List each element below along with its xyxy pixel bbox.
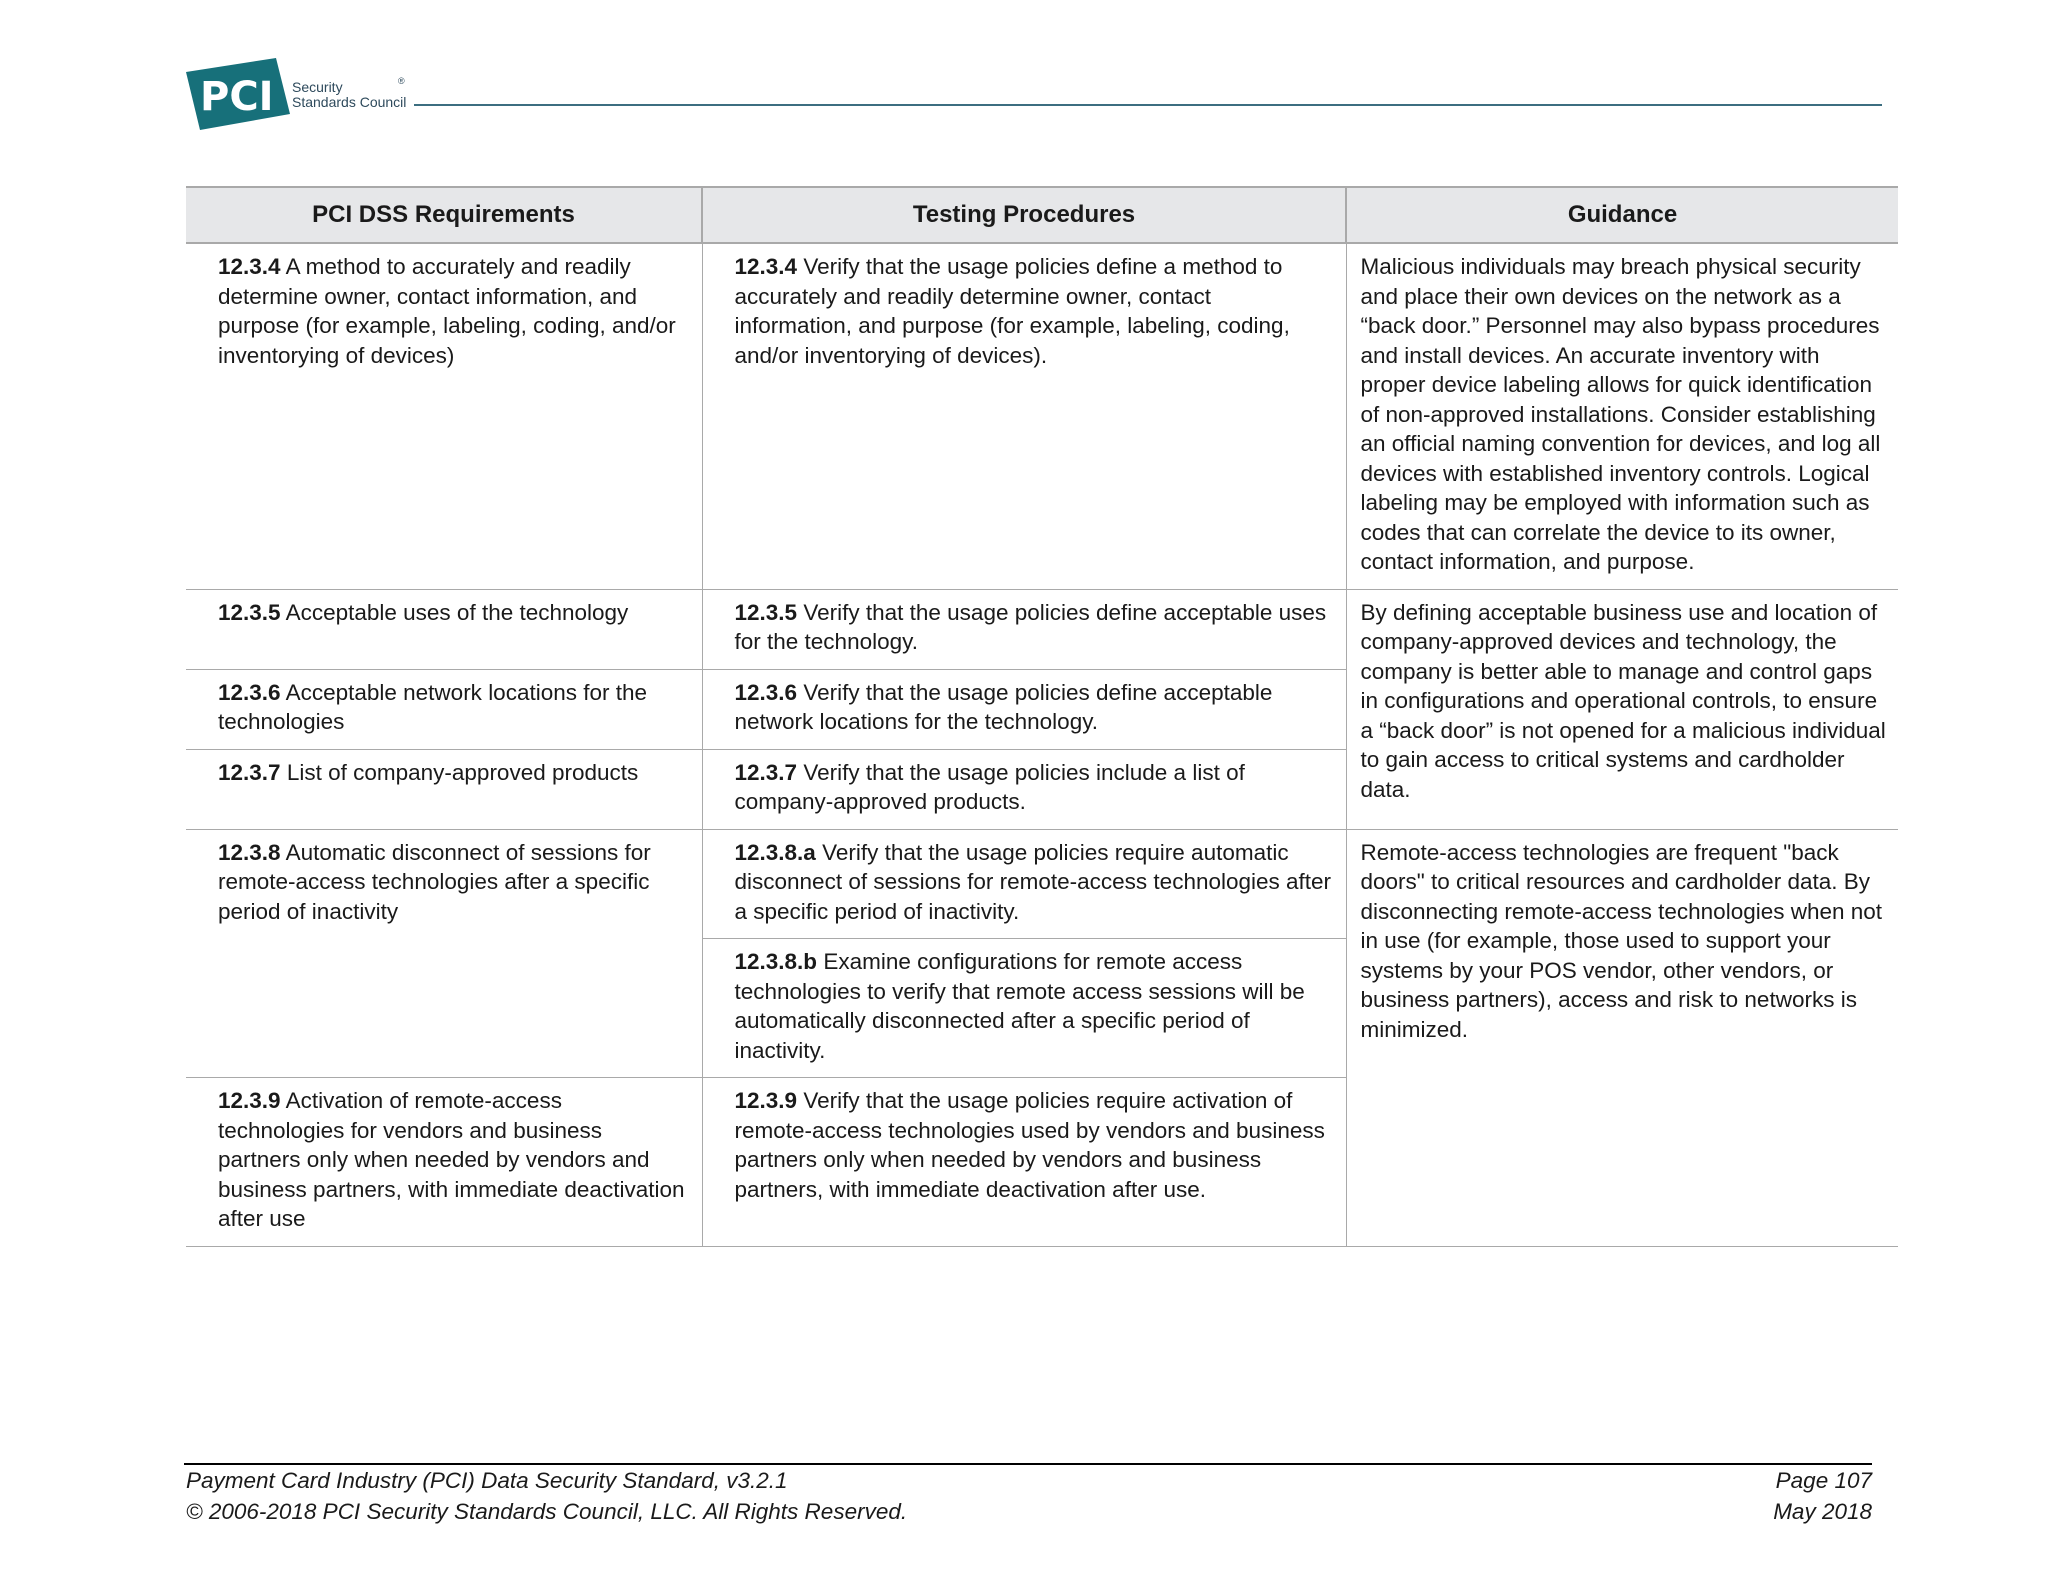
requirements-table <box>186 186 1898 1247</box>
logo-wordmark <box>292 76 407 110</box>
testing-text: Verify that the usage policies require activation of remote-access technologies used by vendors and business partners only when needed by vendors and business partners, with immediate deactivation after use. <box>734 1088 1325 1202</box>
requirement-text: Acceptable network locations for the technologies <box>218 679 648 734</box>
guidance-cell: Remote-access technologies are frequent "back doors" to critical resources and cardholder data. By disconnecting remote-access technologies when not in use (for example, those used to support your systems by your POS vendor, other vendors, or business partners), access and risk to networks is minimized. <box>1346 829 1898 1246</box>
column-header-testing-procedures: Testing Procedures <box>702 187 1346 243</box>
requirement-text: Activation of remote-access technologies for vendors and business partners only when needed by vendors and business partners, with immediate deactivation after use <box>218 1088 685 1231</box>
testing-number: 12.3.5 <box>734 599 798 625</box>
requirement-text: List of company-approved products <box>286 759 639 785</box>
guidance-cell: Malicious individuals may breach physical security and place their own devices on the network as a “back door.” Personnel may also bypass procedures and install devices. An accurate inventory with proper device labeling allows for quick identification of non-approved installations. Consider establishing an official naming convention for devices, and log all devices with established inventory controls. Logical labeling may be employed with information such as codes that can correlate the device to its owner, contact information, and purpose. <box>1346 243 1898 589</box>
copyright-notice: © 2006-2018 PCI Security Standards Council, LLC. All Rights Reserved. <box>186 1499 908 1524</box>
requirement-text: A method to accurately and readily determine owner, contact information, and purpose (for example, labeling, coding, and/or inventorying of devices) <box>218 254 676 368</box>
requirement-cell <box>186 829 702 1078</box>
logo-line-2: Standards Council <box>292 94 407 110</box>
registered-mark: ® <box>398 76 405 86</box>
testing-cell <box>702 669 1346 749</box>
testing-cell <box>702 749 1346 829</box>
table-row <box>186 829 1898 939</box>
header-rule <box>414 104 1882 106</box>
table-header-row <box>186 187 1898 243</box>
footer-row-1 <box>184 1465 1872 1496</box>
testing-text: Verify that the usage policies define acceptable uses for the technology. <box>734 599 1327 654</box>
requirement-number: 12.3.4 <box>218 254 281 279</box>
testing-text: Verify that the usage policies require automatic disconnect of sessions for remote-access technologies after a specific period of inactivity. <box>734 839 1332 924</box>
testing-text: Verify that the usage policies define acceptable network locations for the technology. <box>734 679 1273 734</box>
testing-number: 12.3.9 <box>734 1088 798 1113</box>
requirement-text: Acceptable uses of the technology <box>285 599 629 625</box>
requirement-number: 12.3.8 <box>218 839 281 865</box>
requirement-cell <box>186 1078 702 1247</box>
page-header <box>186 58 1882 138</box>
testing-cell <box>702 939 1346 1078</box>
table-row <box>186 589 1898 669</box>
testing-cell <box>702 1078 1346 1247</box>
testing-text: Verify that the usage policies define a method to accurately and readily determine owner, contact information, and purpose (for example, labeling, coding, and/or inventorying of devices). <box>734 254 1290 368</box>
requirement-cell <box>186 749 702 829</box>
testing-text: Examine configurations for remote access technologies to verify that remote access sessions will be automatically disconnected after a specific period of inactivity. <box>734 949 1305 1063</box>
requirement-cell <box>186 589 702 669</box>
testing-cell <box>702 829 1346 939</box>
logo-line-1: Security <box>292 79 343 95</box>
testing-number: 12.3.8.b <box>734 949 818 974</box>
logo-mark-text: PCI <box>200 74 274 120</box>
testing-cell <box>702 243 1346 589</box>
column-header-guidance: Guidance <box>1346 187 1898 243</box>
footer-row-2 <box>184 1496 1872 1527</box>
requirement-cell <box>186 669 702 749</box>
page-footer <box>184 1463 1872 1527</box>
testing-number: 12.3.8.a <box>734 839 816 865</box>
testing-number: 12.3.4 <box>734 254 798 279</box>
column-header-requirements: PCI DSS Requirements <box>186 187 702 243</box>
document-title: Payment Card Industry (PCI) Data Security Standard, v3.2.1 <box>186 1468 788 1493</box>
page-number: Page 107 <box>1775 1468 1872 1493</box>
testing-text: Verify that the usage policies include a list of company-approved products. <box>734 759 1245 814</box>
testing-cell <box>702 589 1346 669</box>
testing-number: 12.3.7 <box>734 759 798 785</box>
document-date: May 2018 <box>1773 1499 1872 1524</box>
requirement-number: 12.3.7 <box>218 759 281 785</box>
requirement-number: 12.3.5 <box>218 599 281 625</box>
requirement-number: 12.3.9 <box>218 1088 281 1113</box>
pci-logo-icon <box>186 58 290 130</box>
requirement-number: 12.3.6 <box>218 679 281 705</box>
guidance-cell: By defining acceptable business use and location of company-approved devices and technology, the company is better able to manage and control gaps in configurations and operational controls, to ensure a “back door” is not opened for a malicious individual to gain access to critical systems and cardholder data. <box>1346 589 1898 829</box>
testing-number: 12.3.6 <box>734 679 798 705</box>
requirement-text: Automatic disconnect of sessions for remote-access technologies after a specific period of inactivity <box>218 839 651 924</box>
table-row <box>186 243 1898 589</box>
requirement-cell <box>186 243 702 589</box>
